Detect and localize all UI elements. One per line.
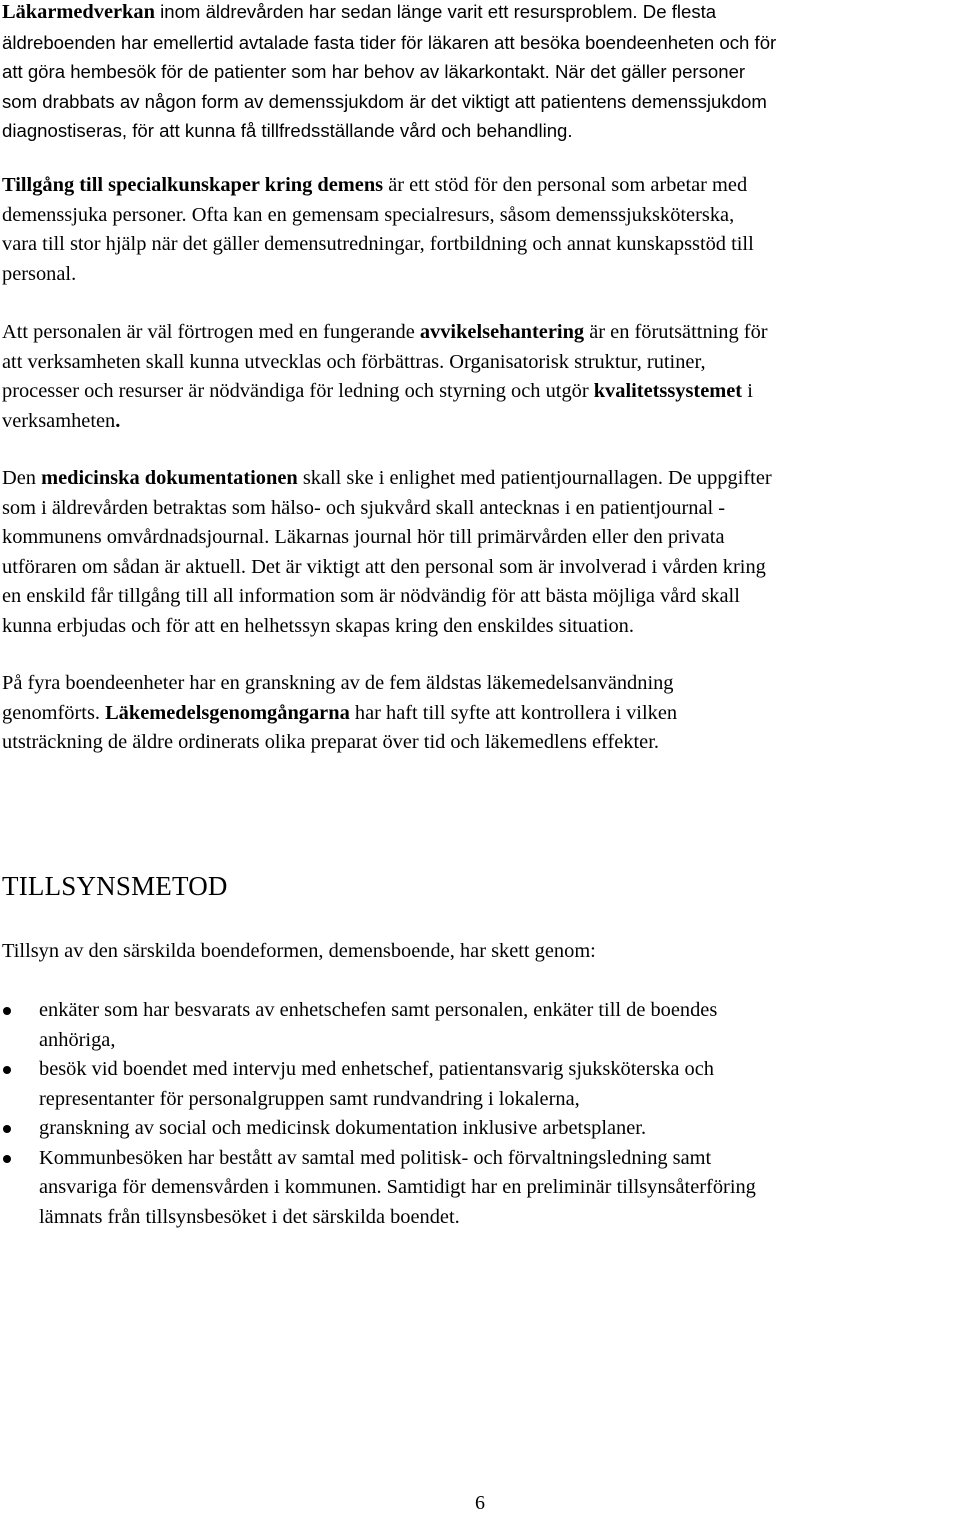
text-line: Kommunbesöken har bestått av samtal med politisk- och förvaltningsledning samt [39,1146,712,1169]
text-line: utföraren om sådan är aktuell. Det är viktigt att den personal som är involverad i vården kring [2,555,766,578]
text-line: Att personalen är väl förtrogen med en fungerande avvikelsehantering är en förutsättning för [2,321,768,343]
text-line: Läkarmedverkan inom äldrevården har sedan länge varit ett resursproblem. De flesta [2,1,717,23]
text-line: att verksamheten skall kunna utvecklas och förbättras. Organisatorisk struktur, rutiner, [2,350,706,373]
method-list [0,996,960,1232]
text-line: diagnostiseras, för att kunna få tillfredsställande vård och behandling. [2,120,573,141]
paragraph-medical-documentation [2,464,958,641]
text-line: kunna erbjudas och för att en helhetssyn skapas kring den enskildes situation. [2,614,634,637]
list-item [0,996,960,1055]
text-line: demenssjuka personer. Ofta kan en gemensam specialresurs, såsom demenssjuksköterska, [2,203,735,226]
bullet-icon [3,1066,11,1074]
bold-term: kvalitetssystemet [593,380,743,402]
text-line: personal. [2,262,77,285]
text-line: en enskild får tillgång till all information som är nödvändig för att bästa möjliga vård skall [2,585,740,607]
text-line: enkäter som har besvarats av enhetschefen samt personalen, enkäter till de boendes [39,999,718,1021]
text-line: vara till stor hjälp när det gäller demensutredningar, fortbildning och annat kunskapsstöd till [2,233,754,255]
bold-term: avvikelsehantering [419,321,585,343]
text-line: som drabbats av någon form av demenssjukdom är det viktigt att patientens demenssjukdom [2,90,767,112]
text-line: granskning av social och medicinsk dokumentation inklusive arbetsplaner. [39,1117,647,1139]
text-line: ansvariga för demensvården i kommunen. Samtidigt har en preliminär tillsynsåterföring [39,1176,756,1198]
text-line: att göra hembesök för de patienter som har behov av läkarkontakt. När det gäller personer [2,61,746,82]
text-line: lämnats från tillsynsbesöket i det särskilda boendet. [39,1205,460,1228]
text-line: utsträckning de äldre ordinerats olika preparat över tid och läkemedlens effekter. [2,731,659,753]
section-intro: Tillsyn av den särskilda boendeformen, demensboende, har skett genom: [2,940,596,962]
text-line: besök vid boendet med intervju med enhetschef, patientansvarig sjuksköterska och [39,1058,714,1080]
text-line: Den medicinska dokumentationen skall ske i enlighet med patientjournallagen. De uppgifter [2,467,772,489]
text-line: verksamheten. [2,409,121,432]
text-line: På fyra boendeenheter har en granskning av de fem äldstas läkemedelsanvändning [2,672,674,694]
text-line: anhöriga, [39,1028,116,1051]
text-line: äldreboenden har emellertid avtalade fasta tider för läkaren att besöka boendeenheten och för [2,31,777,53]
text-line: representanter för personalgruppen samt rundvandring i lokalerna, [39,1087,580,1110]
bullet-icon [3,1007,11,1015]
paragraph-deviation-handling [2,318,958,436]
list-item [0,1144,960,1233]
bold-term: Läkarmedverkan [2,1,155,23]
section-heading: TILLSYNSMETOD [2,871,228,901]
paragraph-medication-review [2,669,958,758]
bold-term: Tillgång till specialkunskaper kring demens [2,174,384,196]
bold-term: medicinska dokumentationen [41,467,298,489]
text-line: kommunens omvårdnadsjournal. Läkarnas journal hör till primärvården eller den privata [2,526,725,548]
text-line: som i äldrevården betraktas som hälso- och sjukvård skall antecknas i en patientjournal - [2,496,726,519]
paragraph-specialist-knowledge [2,171,958,289]
bullet-icon [3,1155,11,1163]
text-line: genomförts. Läkemedelsgenomgångarna har haft till syfte att kontrollera i vilken [2,701,678,724]
text-line: Tillgång till specialkunskaper kring demens är ett stöd för den personal som arbetar med [2,174,748,196]
page-number: 6 [475,1492,485,1514]
bold-term: Läkemedelsgenomgångarna [105,701,350,724]
paragraph-physician-participation [2,0,958,146]
bullet-icon [3,1125,11,1133]
list-item [0,1055,960,1114]
text-line: processer och resurser är nödvändiga för ledning och styrning och utgör kvalitetssystemet i [2,380,753,402]
list-item [0,1114,960,1144]
